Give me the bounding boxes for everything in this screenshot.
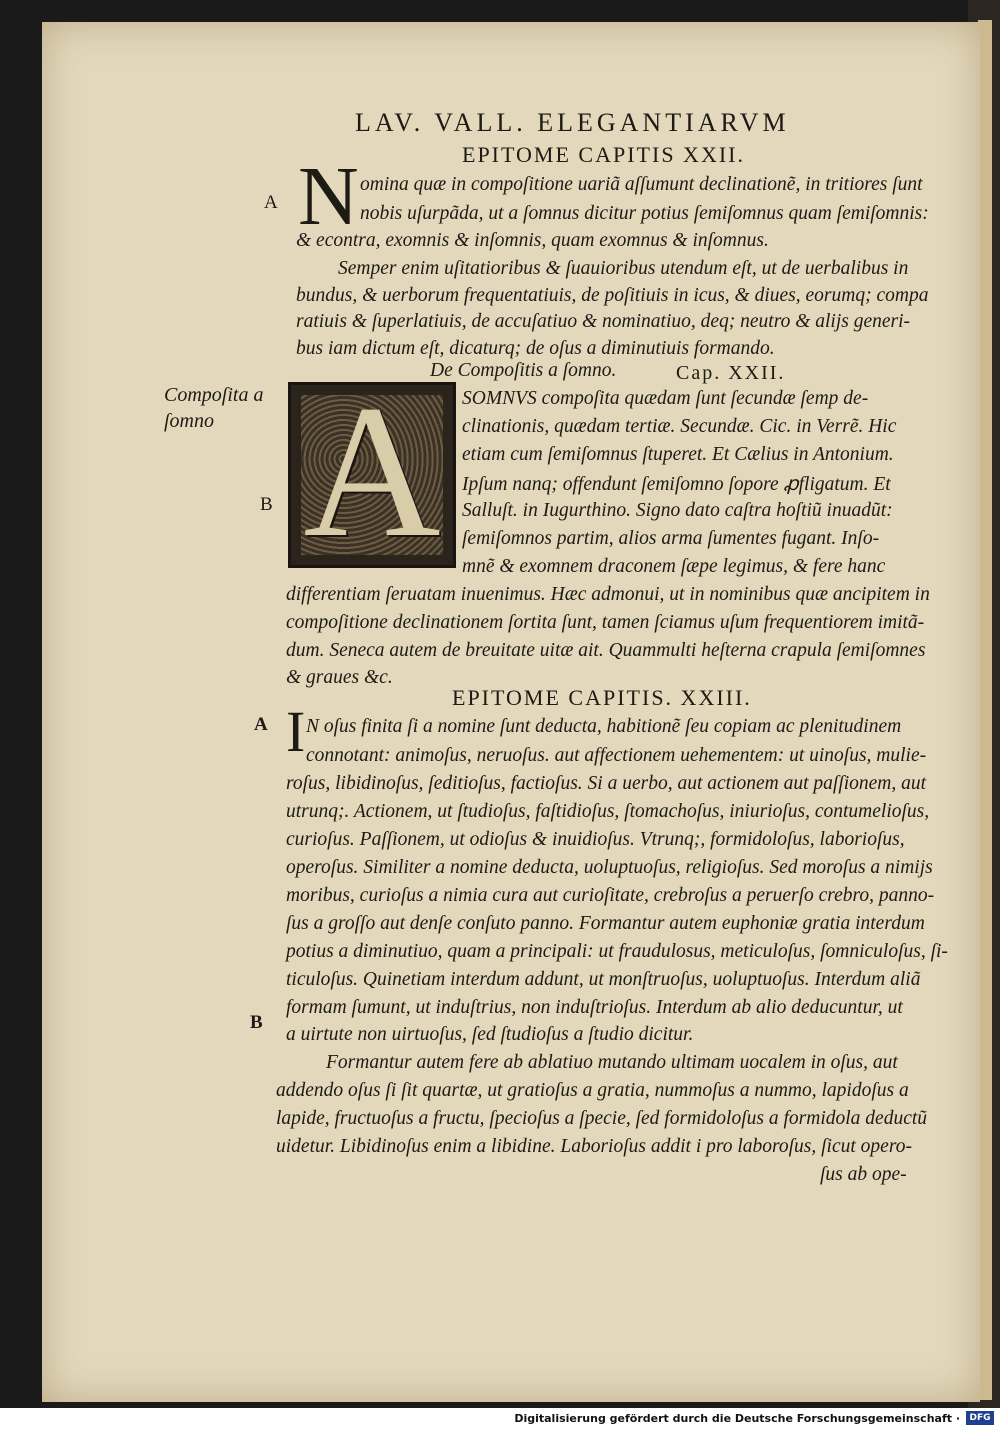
text-line: connotant: animoſus, neruoſus. aut affectionem uehementem: ut uinoſus, mulie- <box>306 745 927 766</box>
initial-letter-i: I <box>286 699 306 764</box>
initial-letter-n: N <box>298 150 359 243</box>
margin-note: Compoſita a ſomno <box>164 384 264 432</box>
dfg-logo: DFG <box>966 1411 994 1425</box>
text-line: ratiuis & ſuperlatiuis, de accuſatiuo & nominatiuo, deq; neutro & alijs generi- <box>296 311 911 332</box>
page-edge-strip <box>978 20 992 1400</box>
footer-credit: Digitalisierung gefördert durch die Deutsche Forschungsgemeinschaft · <box>514 1412 960 1425</box>
margin-marker-a-22: A <box>264 192 278 213</box>
text-line: SOMNVS compoſita quædam ſunt ſecundæ ſemp de- <box>462 388 869 409</box>
text-line: ſemiſomnos partim, alios arma ſumentes fugant. Inſo- <box>462 528 880 549</box>
text-line: omina quæ in compoſitione uariã aſſumunt declinationẽ, in tritiores ſunt <box>360 174 923 195</box>
text-line: formam ſumunt, ut induſtrius, non induſtrioſus. Interdum ab alio deducuntur, ut <box>286 997 903 1018</box>
text-line: Formantur autem fere ab ablatiuo mutando ultimam uocalem in oſus, aut <box>326 1052 898 1073</box>
text-line: addendo oſus ſi ſit quartæ, ut gratioſus a gratia, nummoſus a nummo, lapidoſus a <box>276 1080 909 1101</box>
running-head: LAV. VALL. ELEGANTIARVM <box>355 108 790 137</box>
text-line: operoſus. Similiter a nomine deducta, uoluptuoſus, religioſus. Sed moroſus a nimijs <box>286 857 933 878</box>
text-line: N oſus finita ſi a nomine ſunt deducta, habitionẽ ſeu copiam ac plenitudinem <box>306 716 902 737</box>
catchword: ſus ab ope- <box>820 1164 907 1185</box>
text-line: moribus, curioſus a nimia cura aut curioſitate, crebroſus a peruerſo crebro, panno- <box>286 885 935 906</box>
text-line: Ipſum nanq; offendunt ſemiſomno ſopore ꝓfligatum. Et <box>462 474 891 495</box>
margin-marker-b-23: B <box>250 1012 263 1033</box>
margin-marker-b-22: B <box>260 494 273 515</box>
text-line: curioſus. Paſſionem, ut odioſus & inuidioſus. Vtrunq;, formidoloſus, laborioſus, <box>286 829 905 850</box>
text-line: ſus a groſſo aut denſe conſuto panno. Formantur autem euphoniæ gratia interdum <box>286 913 925 934</box>
text-line: roſus, libidinoſus, ſeditioſus, factioſus. Si a uerbo, aut actionem aut paſſionem, aut <box>286 773 927 794</box>
section-heading-cap: Cap. XXII. <box>676 362 786 384</box>
text-line: clinationis, quædam tertiæ. Secundæ. Cic. in Verrẽ. Hic <box>462 416 897 437</box>
epitome-title-23: EPITOME CAPITIS. XXIII. <box>452 685 752 710</box>
text-line: dum. Seneca autem de breuitate uitæ ait. Quammulti heſterna crapula ſemiſomnes <box>286 640 926 661</box>
epitome-title-22: EPITOME CAPITIS XXII. <box>462 142 745 167</box>
text-line: ticuloſus. Quinetiam interdum addunt, ut monſtruoſus, uoluptuoſus. Interdum aliã <box>286 969 921 990</box>
text-line: Salluſt. in Iugurthino. Signo dato caſtra hoſtiũ inuadũt: <box>462 500 893 521</box>
text-line: uidetur. Libidinoſus enim a libidine. Laborioſus addit i pro laboroſus, ſicut opero- <box>276 1136 912 1157</box>
text-line: nobis uſurpãda, ut a ſomnus dicitur potius ſemiſomnus quam ſemiſomnis: <box>360 203 929 224</box>
text-line: & econtra, exomnis & inſomnis, quam exomnus & inſomnus. <box>296 230 769 251</box>
book-page <box>42 22 980 1402</box>
text-line: differentiam ſeruatam inuenimus. Hæc admonui, ut in nominibus quæ ancipitem in <box>286 584 930 605</box>
margin-marker-a-23: A <box>254 714 268 735</box>
section-heading: De Compoſitis a ſomno. <box>430 360 617 381</box>
text-line: mnẽ & exomnem draconem ſæpe legimus, & fere hanc <box>462 556 886 577</box>
woodcut-initial <box>288 367 456 577</box>
woodcut-letter-a: A <box>303 367 441 577</box>
text-line: utrunq;. Actionem, ut ſtudioſus, faſtidioſus, ſtomachoſus, iniurioſus, contumelioſus, <box>286 801 930 822</box>
text-line: Semper enim uſitatioribus & ſuauioribus utendum eſt, ut de uerbalibus in <box>338 258 909 279</box>
text-line: & graues &c. <box>286 667 393 688</box>
text-line: bus iam dictum eſt, dicaturq; de oſus a diminutiuis formando. <box>296 338 775 359</box>
text-line: potius a diminutiuo, quam a principali: ut fraudulosus, meticuloſus, ſomniculoſus, ſi- <box>286 941 948 962</box>
text-line: lapide, fructuoſus a fructu, ſpecioſus a ſpecie, ſed formidoloſus a formidola deductũ <box>276 1108 928 1129</box>
text-line: compoſitione declinationem ſortita ſunt, tamen ſciamus uſum frequentiorem imitã- <box>286 612 925 633</box>
footer-bar <box>0 1408 1000 1430</box>
text-line: etiam cum ſemiſomnus ſtuperet. Et Cælius in Antonium. <box>462 444 894 465</box>
text-line: bundus, & uerborum frequentatiuis, de poſitiuis in icus, & diues, eorumq; compa <box>296 285 929 306</box>
text-line: a uirtute non uirtuoſus, ſed ſtudioſus a ſtudio dicitur. <box>286 1024 694 1045</box>
